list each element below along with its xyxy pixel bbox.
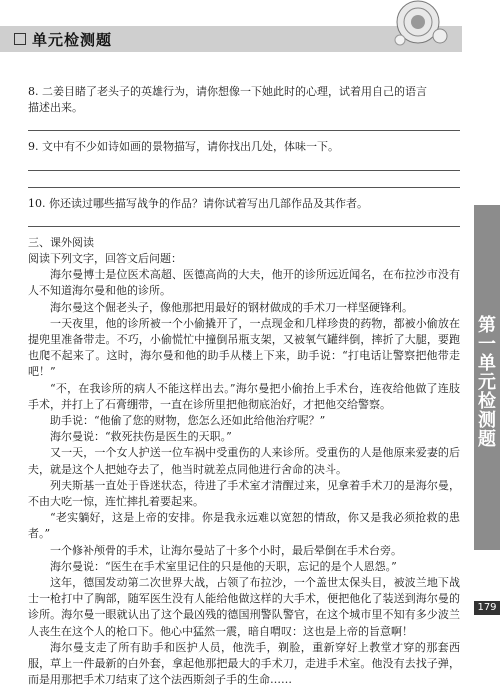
header-checkbox-icon <box>14 33 26 45</box>
reading-paragraph: 海尔曼博士是位医术高超、医德高尚的大夫，他开的诊所远近闻名，在布拉沙市没有人不知道海尔曼和他的诊所。 <box>28 268 460 298</box>
reading-paragraph: “老实躺好，这是上帝的安排。你是我永远难以宽恕的情敌，你又是我必须抢救的患者。” <box>28 511 460 541</box>
reading-paragraph: 助手说：“他偷了您的财物，您怎么还如此给他治疗呢？” <box>50 414 326 428</box>
question-8-line2: 描述出来。 <box>28 101 83 115</box>
worksheet-content <box>28 84 460 689</box>
reading-paragraph: 列夫斯基一直处于昏迷状态，待进了手术室才清醒过来，见拿着手术刀的是海尔曼，不由大吃一惊，连忙摔扎着要起来。 <box>28 478 460 509</box>
answer-line[interactable] <box>28 156 460 171</box>
reading-paragraph: 又一天，一个女人护送一位车祸中受重伤的人来诊所。受重伤的人是他原来爱妻的后夫，就是这个人把她夺去了，他当时就差点同他进行舍命的决斗。 <box>28 446 460 476</box>
reading-paragraph: 海尔曼说：“医生在手术室里记住的只是他的天职，忘记的是个人恩怨。” <box>50 559 397 573</box>
reading-paragraph: 这年，德国发动第二次世界大战，占领了布拉沙，一个盖世太保头目，被波兰地下战士一枪打中了胸部，随军医生没有人能给他做这样的大手术，便把他化了装送到海尔曼的诊所。海尔曼一眼就认出了这个最凶残的德国刑警队警官，在这个城市里不知有多少波兰人丧生在这个人的枪口下。他心中猛然一震，暗自喟叹：这也是上帝的旨意啊！ <box>28 576 460 638</box>
page-number: 179 <box>474 601 500 615</box>
reading-paragraph: 海尔曼这个倔老头子，像他那把用最好的钢材做成的手术刀一样坚硬锋利。 <box>50 300 413 314</box>
section-instruction: 阅读下列文字，回答文后问题： <box>28 252 182 266</box>
answer-line[interactable] <box>28 173 460 188</box>
reading-paragraph: 海尔曼支走了所有助手和医护人员，他洗手，剃脸，重新穿好上教堂才穿的那套西服，草上一件最新的白外套，拿起他那把最大的手术刀，走进手术室。他没有去找子弹，而是用那把手术刀结束了这个法西斯刽子手的生命…… <box>28 640 460 687</box>
chapter-side-tab-label: 第一单元检测题 <box>475 315 496 448</box>
question-10: 10. 你还读过哪些描写战争的作品？请你试着写出几部作品及其作者。 <box>28 196 368 210</box>
answer-line[interactable] <box>28 212 460 227</box>
question-9: 9. 文中有不少如诗如画的景物描写，请你找出几处，体味一下。 <box>28 140 339 154</box>
decorative-medallion-icon <box>388 0 450 50</box>
page-header-title: 单元检测题 <box>32 31 113 49</box>
reading-paragraph: 一天夜里，他的诊所被一个小偷撬开了，一点现金和几样珍贵的药物，都被小偷放在提兜里准备带走。不巧，小偷慌忙中撞倒吊瓶支架，又被氧气罐绊倒，摔折了大腿，要跑也爬不起来了。这时，海尔曼和他的助手从楼上下来，助手说：“打电话让警察把他带走吧！” <box>28 316 460 379</box>
question-8-line1: 8. 二姜目睹了老头子的英雄行为，请你想像一下她此时的心理，试着用自己的语言 <box>28 85 427 98</box>
reading-paragraph: 一个修补颅骨的手术，让海尔曼站了十多个小时，最后晕倒在手术台旁。 <box>50 543 402 557</box>
answer-line[interactable] <box>28 116 460 131</box>
reading-paragraph: 海尔曼说：“救死扶伤是医生的天职。” <box>50 430 232 444</box>
section-heading: 三、课外阅读 <box>28 235 94 249</box>
reading-paragraph: “不，在我诊所的病人不能这样出去。”海尔曼把小偷抬上手术台，连夜给他做了连肢手术，并打上了石膏绷带，一直在诊所里把他彻底治好，才把他交给警察。 <box>28 381 460 411</box>
